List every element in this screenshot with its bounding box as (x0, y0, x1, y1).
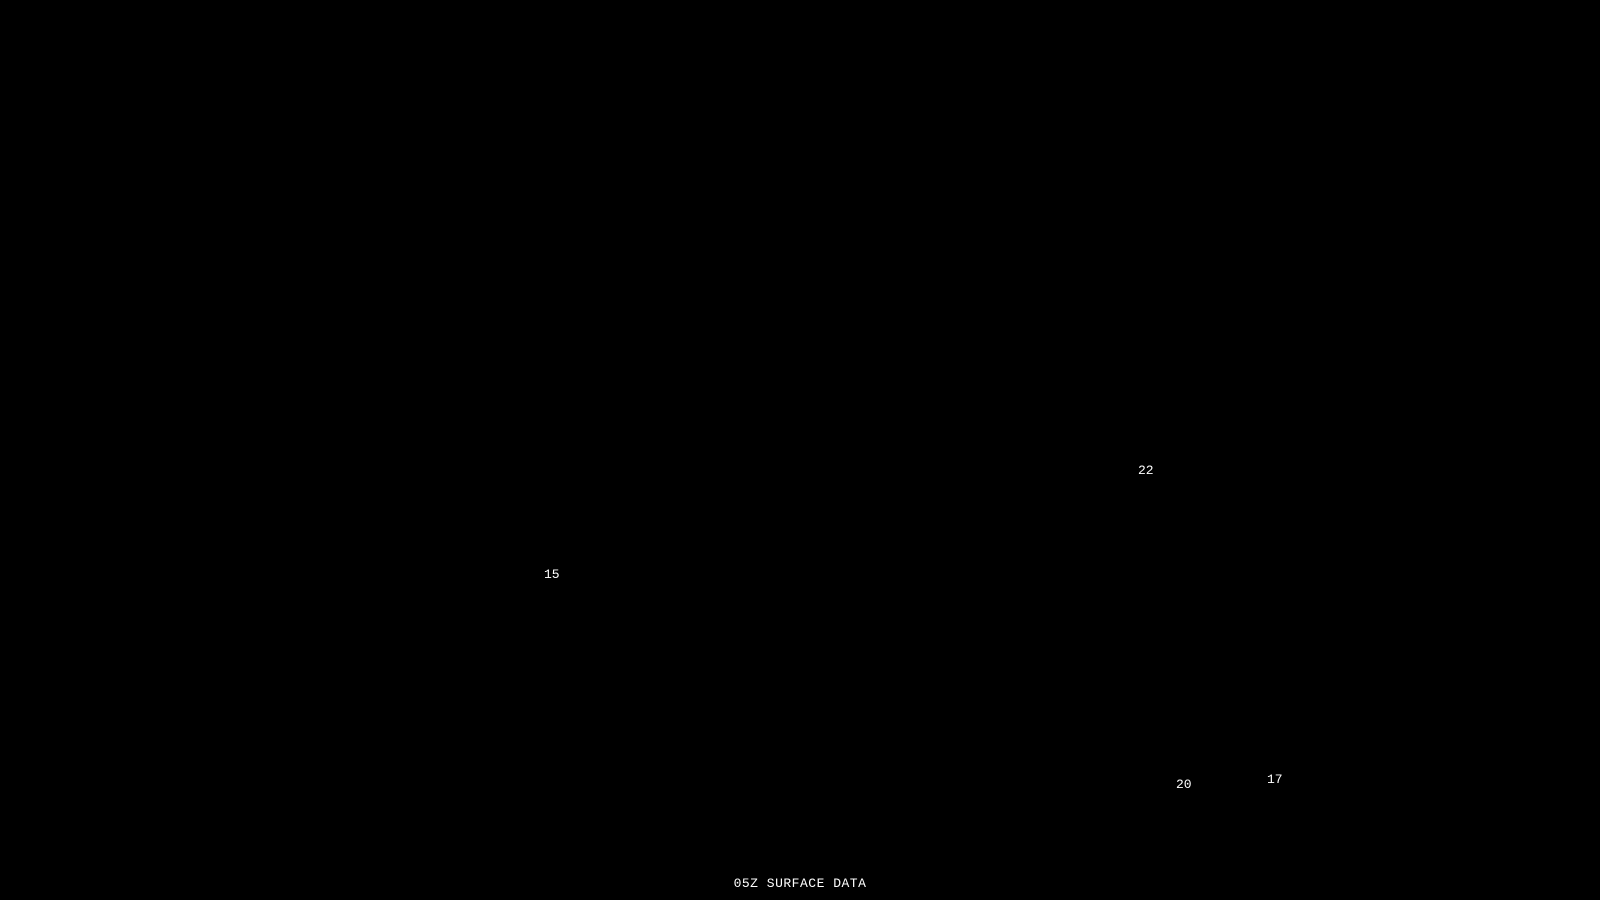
station-value: 17 (1267, 772, 1283, 787)
plot-caption: 05Z SURFACE DATA (733, 876, 867, 891)
station-value: 22 (1138, 463, 1154, 478)
station-value: 15 (544, 567, 560, 582)
station-value: 20 (1176, 777, 1192, 792)
